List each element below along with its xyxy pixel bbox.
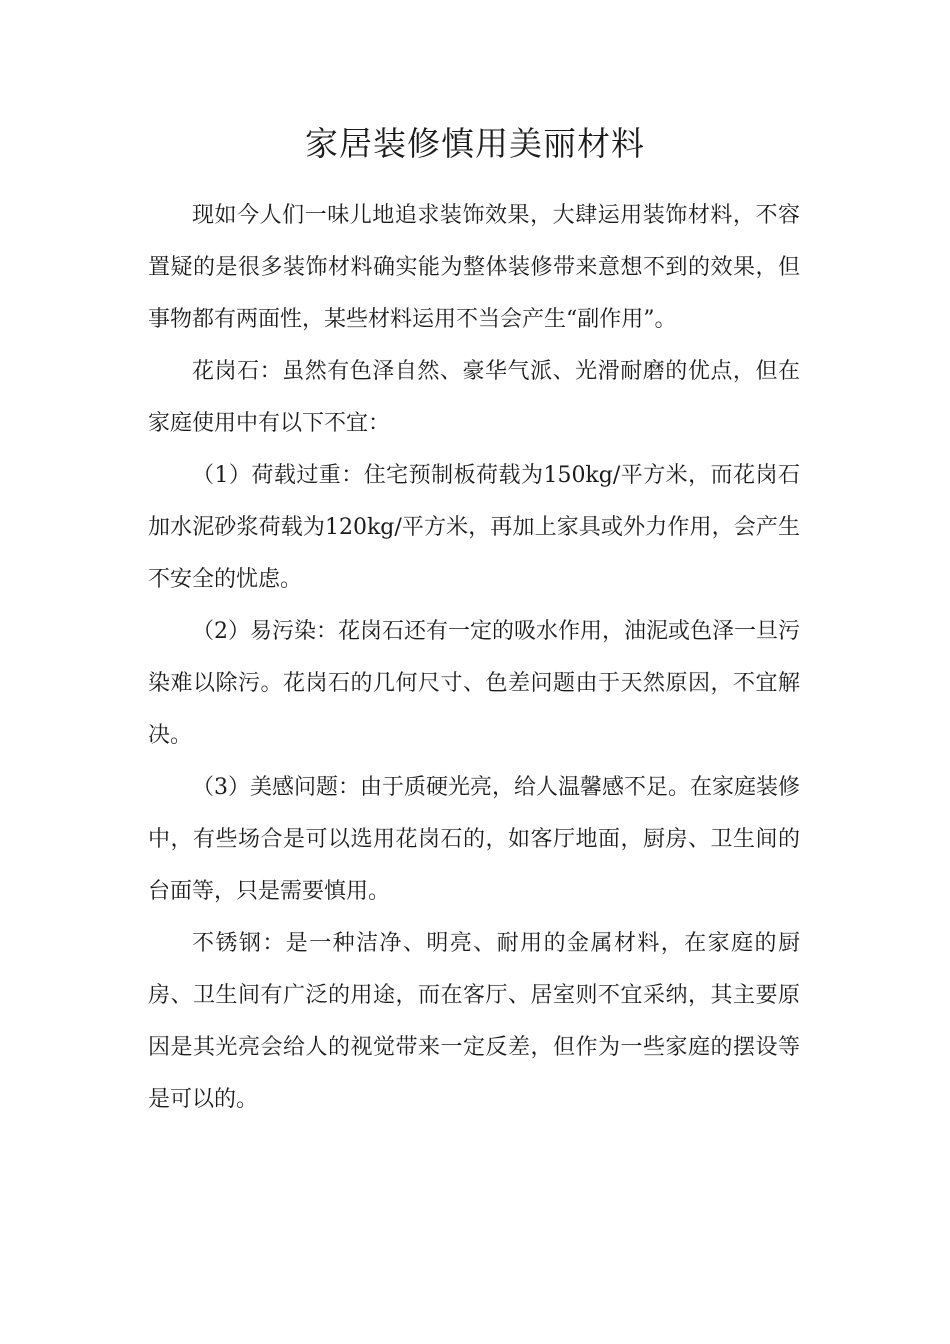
document-body (148, 190, 800, 1126)
paragraph-granite-point-1: （1）荷载过重：住宅预制板荷载为150kg/平方米，而花岗石加水泥砂浆荷载为120kg/平方米，再加上家具或外力作用，会产生不安全的忧虑。 (148, 463, 800, 592)
paragraph-intro: 现如今人们一味儿地追求装饰效果，大肆运用装饰材料，不容置疑的是很多装饰材料确实能为整体装修带来意想不到的效果，但事物都有两面性，某些材料运用不当会产生“副作用”。 (148, 203, 800, 332)
paragraph-stainless-steel: 不锈钢：是一种洁净、明亮、耐用的金属材料，在家庭的厨房、卫生间有广泛的用途，而在客厅、居室则不宜采纳，其主要原因是其光亮会给人的视觉带来一定反差，但作为一些家庭的摆设等是可以的。 (148, 931, 800, 1112)
paragraph-granite: 花岗石：虽然有色泽自然、豪华气派、光滑耐磨的优点，但在家庭使用中有以下不宜： (148, 359, 800, 436)
paragraph-granite-point-2: （2）易污染：花岗石还有一定的吸水作用，油泥或色泽一旦污染难以除污。花岗石的几何尺寸、色差问题由于天然原因，不宜解决。 (148, 619, 800, 748)
paragraph-granite-point-3: （3）美感问题：由于质硬光亮，给人温馨感不足。在家庭装修中，有些场合是可以选用花岗石的，如客厅地面，厨房、卫生间的台面等，只是需要慎用。 (148, 775, 800, 904)
document-title: 家居装修慎用美丽材料 (305, 124, 645, 163)
